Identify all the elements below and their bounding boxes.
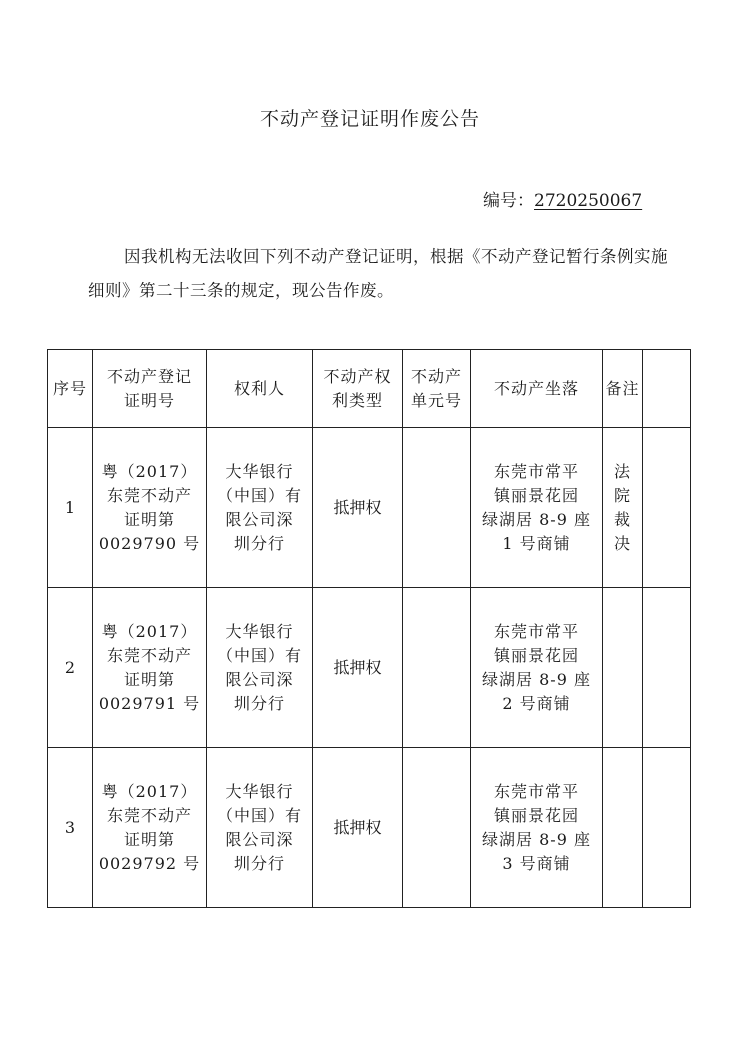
intro-paragraph: 因我机构无法收回下列不动产登记证明，根据《不动产登记暂行条例实施细则》第二十三条的规定，现公告作废。 xyxy=(88,247,668,300)
cell-remark xyxy=(603,588,643,748)
header-right-type: 不动产权 利类型 xyxy=(313,350,403,428)
cell-seq: 3 xyxy=(48,748,93,908)
cell-cert-no: 粤（2017） 东莞不动产 证明第 0029792 号 xyxy=(93,748,207,908)
cell-blank xyxy=(643,588,691,748)
cell-remark xyxy=(603,748,643,908)
header-cert-no: 不动产登记 证明号 xyxy=(93,350,207,428)
cell-cert-no: 粤（2017） 东莞不动产 证明第 0029790 号 xyxy=(93,428,207,588)
table-row xyxy=(48,428,691,588)
cell-seq: 1 xyxy=(48,428,93,588)
document-number-label: 编号： xyxy=(483,191,534,211)
cell-right-type: 抵押权 xyxy=(313,428,403,588)
cell-holder: 大华银行 （中国）有 限公司深 圳分行 xyxy=(207,428,313,588)
page-title: 不动产登记证明作废公告 xyxy=(259,108,480,130)
header-location: 不动产坐落 xyxy=(471,350,603,428)
table-header-row xyxy=(48,350,691,428)
void-certificates-table xyxy=(47,349,691,908)
header-holder: 权利人 xyxy=(207,350,313,428)
cell-blank xyxy=(643,428,691,588)
table-row xyxy=(48,748,691,908)
cell-location: 东莞市常平 镇丽景花园 绿湖居 8-9 座 3 号商铺 xyxy=(471,748,603,908)
cell-unit-no xyxy=(403,748,471,908)
cell-remark: 法 院 裁 决 xyxy=(603,428,643,588)
header-seq: 序号 xyxy=(48,350,93,428)
header-unit-no: 不动产 单元号 xyxy=(403,350,471,428)
table-row xyxy=(48,588,691,748)
header-remark: 备注 xyxy=(603,350,643,428)
cell-unit-no xyxy=(403,588,471,748)
cell-holder: 大华银行 （中国）有 限公司深 圳分行 xyxy=(207,588,313,748)
cell-location: 东莞市常平 镇丽景花园 绿湖居 8-9 座 1 号商铺 xyxy=(471,428,603,588)
cell-cert-no: 粤（2017） 东莞不动产 证明第 0029791 号 xyxy=(93,588,207,748)
cell-blank xyxy=(643,748,691,908)
document-number xyxy=(483,186,642,211)
cell-right-type: 抵押权 xyxy=(313,588,403,748)
header-blank xyxy=(643,350,691,428)
document-number-value: 2720250067 xyxy=(534,191,643,211)
cell-unit-no xyxy=(403,428,471,588)
cell-location: 东莞市常平 镇丽景花园 绿湖居 8-9 座 2 号商铺 xyxy=(471,588,603,748)
cell-holder: 大华银行 （中国）有 限公司深 圳分行 xyxy=(207,748,313,908)
cell-right-type: 抵押权 xyxy=(313,748,403,908)
cell-seq: 2 xyxy=(48,588,93,748)
